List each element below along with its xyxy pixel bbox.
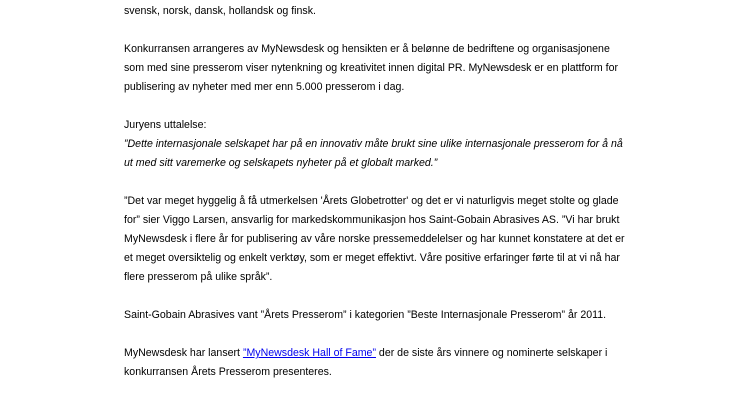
- document-page: [124, 0, 724, 382]
- paragraph-line: som med sine presserom viser nytenkning og kreativitet innen digital PR. MyNewsdesk er en plattform for: [124, 62, 618, 74]
- paragraph-quote-viggo-larsen: [124, 192, 724, 287]
- paragraph-line: flere presserom på ulike språk”.: [124, 271, 273, 283]
- paragraph-line: et meget oversiktelig og enkelt verktøy, som er meget effektivt. Våre positive erfaringer førte til at vi nå har: [124, 252, 620, 264]
- paragraph-line: Konkurransen arrangeres av MyNewsdesk og hensikten er å belønne de bedriftene og organisasjonene: [124, 43, 610, 55]
- text-after-link: der de siste års vinnere og nominerte selskaper i: [375, 347, 608, 359]
- jury-heading: Juryens uttalelse:: [124, 119, 207, 131]
- paragraph-line: [124, 344, 724, 363]
- paragraph-line: konkurransen Årets Presserom presenteres.: [124, 366, 332, 378]
- paragraph-line: for” sier Viggo Larsen, ansvarlig for markedskommunikasjon hos Saint-Gobain Abrasives AS. ”Vi har brukt: [124, 214, 620, 226]
- hall-of-fame-link[interactable]: ”MyNewsdesk Hall of Fame”: [242, 347, 376, 359]
- paragraph-award-winner: Saint-Gobain Abrasives vant ”Årets Presserom” i kategorien ”Beste Internasjonale Presserom” år 2011.: [124, 309, 607, 321]
- paragraph-line: ”Det var meget hyggelig å få utmerkelsen 'Årets Globetrotter' og det er vi naturligvis meget stolte og glade: [124, 195, 619, 207]
- paragraph-competition: [124, 40, 724, 97]
- paragraph-hall-of-fame: [124, 344, 724, 382]
- jury-statement: [124, 116, 724, 173]
- paragraph-line: publisering av nyheter med mer enn 5.000 presserom i dag.: [124, 81, 405, 93]
- text-before-link: MyNewsdesk har lansert: [124, 347, 243, 359]
- paragraph-line: MyNewsdesk i flere år for publisering av våre norske pressemeddelelser og har kunnet konstatere at det er: [124, 233, 625, 245]
- jury-quote-line: ut med sitt varemerke og selskapets nyheter på et globalt marked.”: [124, 157, 438, 169]
- paragraph-languages-line-1: svensk, norsk, dansk, hollandsk og finsk.: [124, 5, 316, 17]
- jury-quote-line: ”Dette internasjonale selskapet har på en innovativ måte brukt sine ulike internasjonale presserom for å nå: [124, 138, 623, 150]
